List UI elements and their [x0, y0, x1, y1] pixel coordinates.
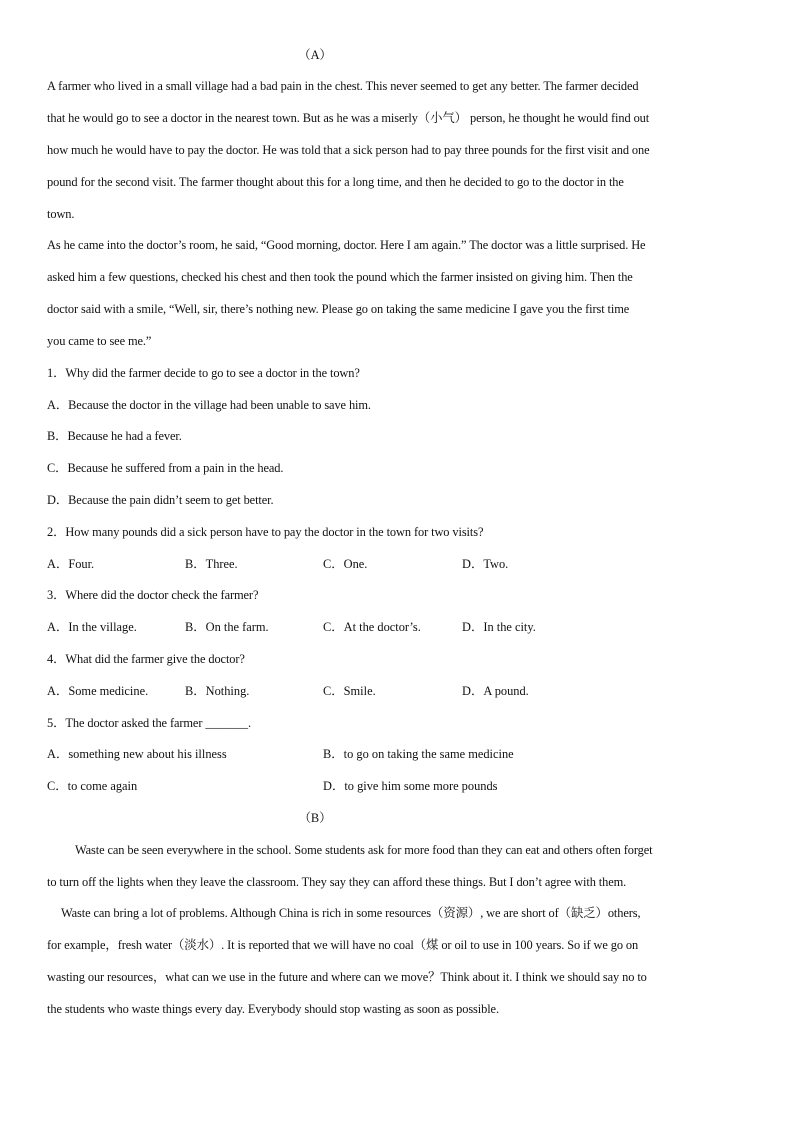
question-3-stem: 3．Where did the doctor check the farmer? [47, 588, 259, 602]
passage-a-line: that he would go to see a doctor in the nearest town. But as he was a miserly（小气） person, he thought he would find out [47, 111, 650, 125]
question-3-option-d: D．In the city. [462, 620, 536, 634]
passage-a-heading: （A） [298, 48, 332, 62]
question-4-option-a: A．Some medicine. [47, 684, 149, 698]
question-1-option-b: B．Because he had a fever. [47, 429, 182, 443]
passage-b-heading: （B） [298, 811, 332, 825]
question-5-option-a: A．something new about his illness [47, 747, 227, 761]
passage-a-line: town. [47, 207, 75, 221]
question-2-stem: 2．How many pounds did a sick person have to pay the doctor in the town for two visits? [47, 525, 484, 539]
question-1-stem: 1．Why did the farmer decide to go to see a doctor in the town? [47, 366, 360, 380]
passage-a-line: pound for the second visit. The farmer thought about this for a long time, and then he decided to go to the doctor in the [47, 175, 624, 189]
passage-a-line: doctor said with a smile, “Well, sir, there’s nothing new. Please go on taking the same medicine I gave you the first time [47, 302, 630, 316]
question-2-option-b: B．Three. [185, 557, 238, 571]
passage-b-line: Waste can be seen everywhere in the school. Some students ask for more food than they can eat and others often forget [75, 843, 653, 857]
passage-a-line: As he came into the doctor’s room, he said, “Good morning, doctor. Here I am again.” The doctor was a little surprised. He [47, 238, 646, 252]
question-2-option-d: D．Two. [462, 557, 509, 571]
question-3-option-b: B．On the farm. [185, 620, 269, 634]
passage-a-line: asked him a few questions, checked his chest and then took the pound which the farmer insisted on giving him. Then the [47, 270, 633, 284]
question-4-option-d: D．A pound. [462, 684, 529, 698]
question-1-option-a: A．Because the doctor in the village had been unable to save him. [47, 398, 371, 412]
question-4-option-c: C．Smile. [323, 684, 376, 698]
question-4-stem: 4．What did the farmer give the doctor? [47, 652, 245, 666]
passage-b-line: to turn off the lights when they leave the classroom. They say they can afford these things. But I don’t agree with them. [47, 875, 627, 889]
passage-b-line: for example，fresh water（淡水）. It is reported that we will have no coal（煤 or oil to use in 100 years. So if we go on [47, 938, 639, 952]
question-5-option-b: B．to go on taking the same medicine [323, 747, 514, 761]
passage-b-line: Waste can bring a lot of problems. Although China is rich in some resources（资源）, we are short of（缺乏）others, [61, 906, 641, 920]
question-2-option-a: A．Four. [47, 557, 95, 571]
question-2-option-c: C．One. [323, 557, 368, 571]
question-5-option-d: D．to give him some more pounds [323, 779, 498, 793]
passage-a-line: you came to see me.” [47, 334, 152, 348]
question-5-option-c: C．to come again [47, 779, 138, 793]
passage-b-line: wasting our resources，what can we use in the future and where can we move？Think about it. I think we should say no to [47, 970, 647, 984]
question-5-stem: 5．The doctor asked the farmer _______. [47, 716, 252, 730]
question-1-option-d: D．Because the pain didn’t seem to get better. [47, 493, 274, 507]
question-4-option-b: B．Nothing. [185, 684, 250, 698]
question-3-option-c: C．At the doctor’s. [323, 620, 421, 634]
passage-a-line: how much he would have to pay the doctor. He was told that a sick person had to pay three pounds for the first visit and one [47, 143, 650, 157]
passage-a-line: A farmer who lived in a small village had a bad pain in the chest. This never seemed to get any better. The farmer decided [47, 79, 639, 93]
passage-b-line: the students who waste things every day. Everybody should stop wasting as soon as possible. [47, 1002, 499, 1016]
question-1-option-c: C．Because he suffered from a pain in the head. [47, 461, 284, 475]
question-3-option-a: A．In the village. [47, 620, 137, 634]
